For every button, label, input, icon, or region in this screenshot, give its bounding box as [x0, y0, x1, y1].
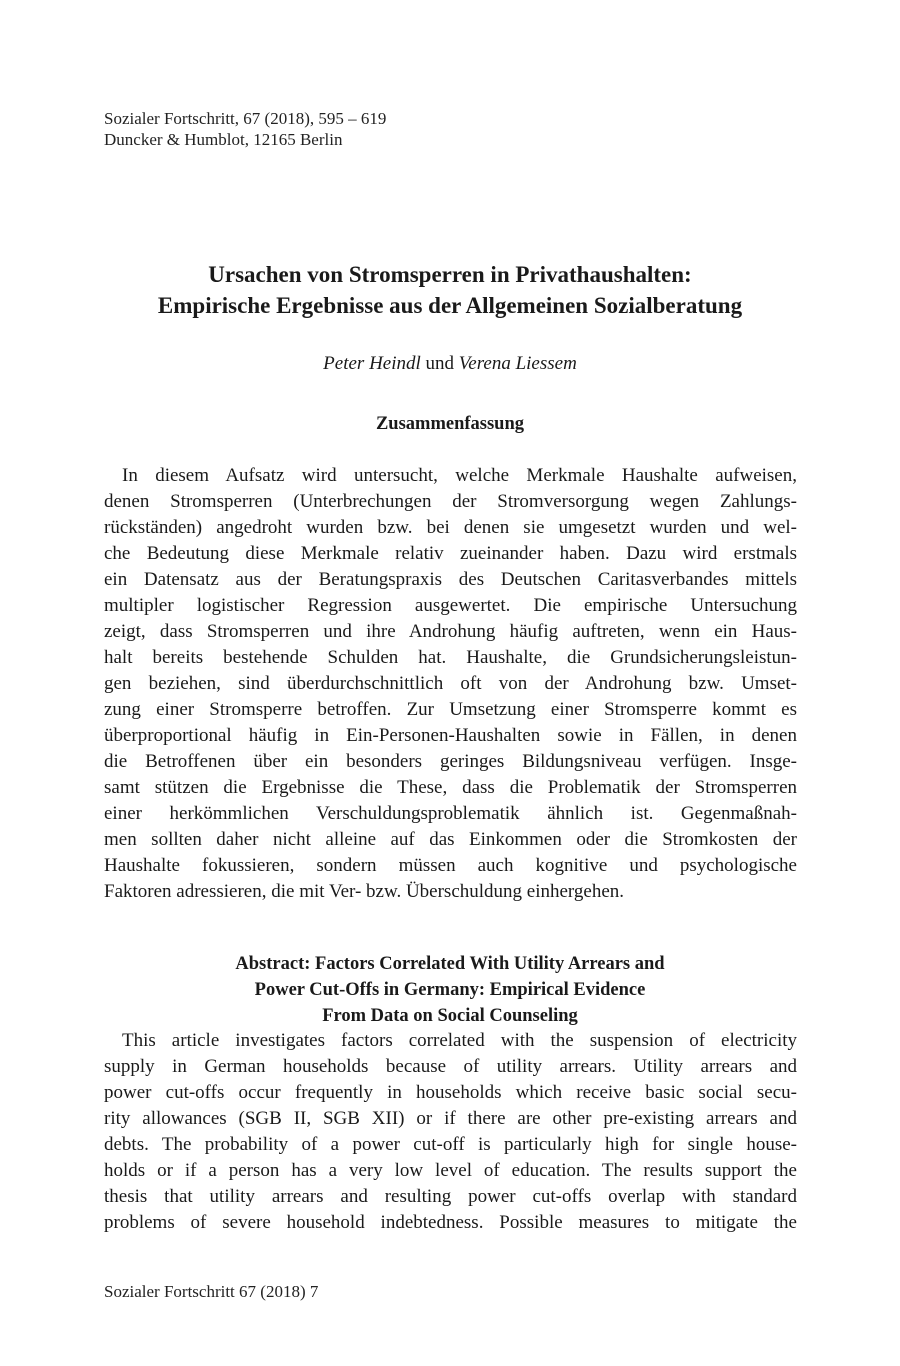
abstract-heading-line-1: Abstract: Factors Correlated With Utility Arrears and [235, 954, 665, 974]
abstract-line: power cut-offs occur frequently in households which receive basic social secu- [104, 1082, 797, 1103]
abstract-paragraph [104, 1028, 797, 1236]
zusammenfassung-line: überproportional häufig in Ein-Personen-Haushalten sowie in Fällen, in denen [104, 725, 797, 746]
zusammenfassung-line: zeigt, dass Stromsperren und ihre Androhung häufig auftreten, wenn ein Haus- [104, 621, 797, 642]
abstract-heading-line-3: From Data on Social Counseling [322, 1006, 578, 1026]
author-name-1: Peter Heindl [323, 353, 421, 374]
abstract-line: thesis that utility arrears and resulting power cut-offs overlap with standard [104, 1186, 797, 1207]
zusammenfassung-line: rückständen) angedroht wurden bzw. bei denen sie umgesetzt wurden und wel- [104, 517, 797, 538]
page-footer: Sozialer Fortschritt 67 (2018) 7 [104, 1282, 319, 1301]
zusammenfassung-line: denen Stromsperren (Unterbrechungen der Stromversorgung wegen Zahlungs- [104, 491, 797, 512]
zusammenfassung-line: samt stützen die Ergebnisse die These, dass die Problematik der Stromsperren [104, 777, 797, 798]
zusammenfassung-line: Haushalte fokussieren, sondern müssen auch kognitive und psychologische [104, 855, 797, 876]
journal-header [104, 108, 386, 150]
zusammenfassung-line: In diesem Aufsatz wird untersucht, welche Merkmale Haushalte aufweisen, [122, 465, 797, 486]
zusammenfassung-line: men sollten daher nicht alleine auf das Einkommen oder die Stromkosten der [104, 829, 797, 850]
zusammenfassung-heading [0, 411, 900, 437]
abstract-heading [0, 951, 900, 1029]
zusammenfassung-line: che Bedeutung diese Merkmale relativ zueinander haben. Dazu wird erstmals [104, 543, 797, 564]
author-name-2: Verena Liessem [458, 353, 577, 374]
article-title [0, 259, 900, 321]
zusammenfassung-line: multipler logistischer Regression ausgewertet. Die empirische Untersuchung [104, 595, 797, 616]
abstract-line: holds or if a person has a very low level of education. The results support the [104, 1160, 797, 1181]
publisher-line: Duncker & Humblot, 12165 Berlin [104, 130, 343, 149]
zusammenfassung-paragraph [104, 463, 797, 905]
abstract-line: supply in German households because of utility arrears. Utility arrears and [104, 1056, 797, 1077]
abstract-line: debts. The probability of a power cut-off is particularly high for single house- [104, 1134, 797, 1155]
zusammenfassung-line: ein Datensatz aus der Beratungspraxis des Deutschen Caritasverbandes mittels [104, 569, 797, 590]
author-line [0, 352, 900, 376]
abstract-line: This article investigates factors correlated with the suspension of electricity [122, 1030, 797, 1051]
zusammenfassung-line: Faktoren adressieren, die mit Ver- bzw. Überschuldung einhergehen. [104, 881, 625, 902]
author-conjunction: und [425, 353, 455, 374]
zusammenfassung-line: einer herkömmlichen Verschuldungsproblematik ähnlich ist. Gegenmaßnah- [104, 803, 797, 824]
article-title-line-1: Ursachen von Stromsperren in Privathaushalten: [208, 262, 692, 287]
zusammenfassung-line: zung einer Stromsperre betroffen. Zur Umsetzung einer Stromsperre kommt es [104, 699, 797, 720]
article-title-line-2: Empirische Ergebnisse aus der Allgemeinen Sozialberatung [157, 293, 743, 318]
abstract-line: rity allowances (SGB II, SGB XII) or if there are other pre-existing arrears and [104, 1108, 797, 1129]
zusammenfassung-line: die Betroffenen über ein besonders geringes Bildungsniveau verfügen. Insge- [104, 751, 797, 772]
abstract-line: problems of severe household indebtedness. Possible measures to mitigate the [104, 1212, 797, 1233]
zusammenfassung-line: gen beziehen, sind überdurchschnittlich oft von der Androhung bzw. Umset- [104, 673, 797, 694]
zusammenfassung-heading-text: Zusammenfassung [375, 414, 525, 434]
journal-citation: Sozialer Fortschritt, 67 (2018), 595 – 619 [104, 109, 387, 128]
abstract-heading-line-2: Power Cut-Offs in Germany: Empirical Evidence [254, 980, 646, 1000]
zusammenfassung-line: halt bereits bestehende Schulden hat. Haushalte, die Grundsicherungsleistun- [104, 647, 797, 668]
